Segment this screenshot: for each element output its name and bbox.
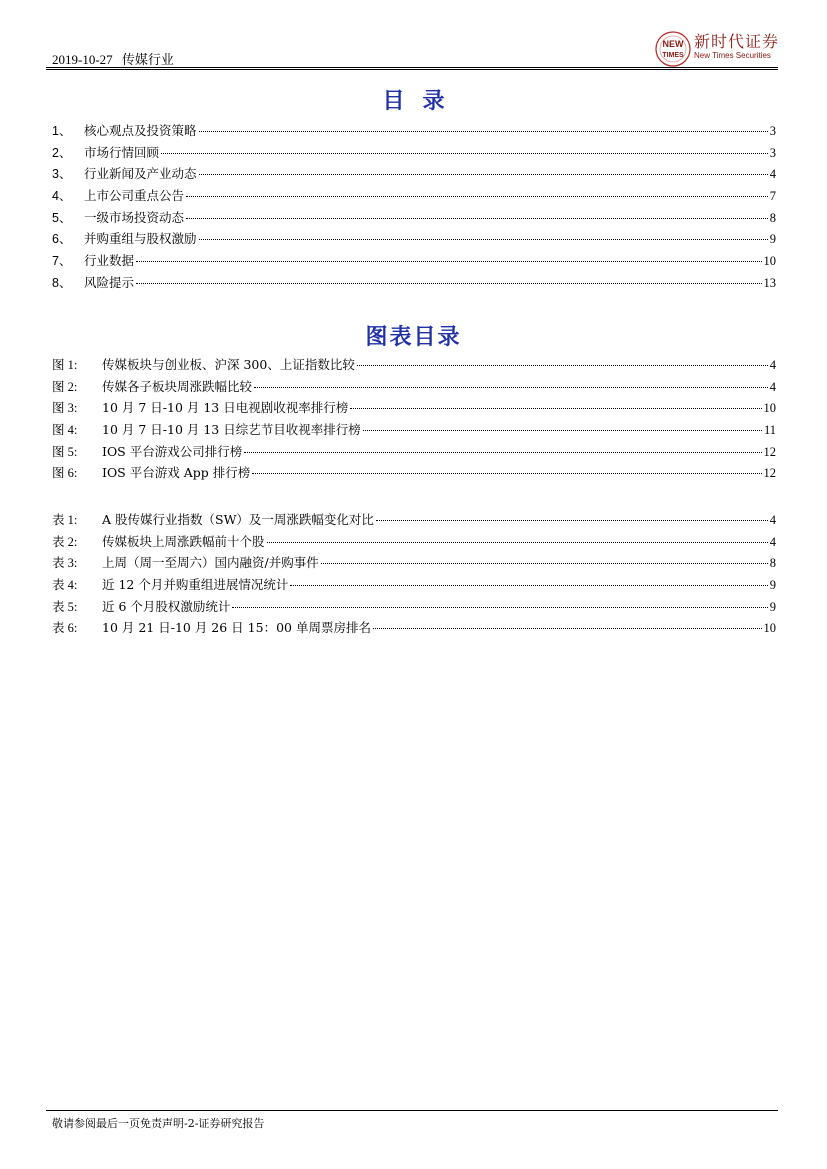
table-index-entry-leader-dots — [321, 563, 768, 564]
toc-entry-leader-dots — [199, 131, 768, 132]
chart-index-entry-number: 图 5: — [52, 444, 78, 459]
toc-entry-number: 5、 — [52, 210, 72, 225]
table-index-list — [52, 510, 776, 640]
table-index-entry[interactable] — [52, 553, 776, 575]
chart-index-entry-leader-dots — [252, 473, 761, 474]
toc-entry-page-number: 10 — [763, 254, 776, 269]
logo-en-name: New Times Securities — [694, 51, 771, 60]
footer-disclaimer: 敬请参阅最后一页免责声明-2-证券研究报告 — [52, 1117, 265, 1130]
table-index-entry-number: 表 4: — [52, 578, 78, 593]
toc-entry-number: 6、 — [52, 232, 72, 247]
table-index-entry-label: 近 12 个月并购重组进展情况统计 — [102, 577, 289, 593]
table-index-entry[interactable] — [52, 597, 776, 619]
toc-entry-leader-dots — [199, 239, 768, 240]
table-index-entry-number: 表 1: — [52, 513, 78, 527]
table-index-entry-label: 近 6 个月股权激励统计 — [102, 598, 231, 614]
toc-entry-leader-dots — [161, 153, 768, 154]
chart-index-entry-label: 传媒各子板块周涨跌幅比较 — [102, 378, 253, 394]
toc-entry-label: 一级市场投资动态 — [84, 209, 185, 225]
toc-entry[interactable] — [52, 229, 776, 251]
table-index-entry-page-number: 4 — [769, 534, 776, 549]
table-index-entry-page-number: 4 — [769, 513, 776, 527]
chart-index-entry-label: 传媒板块与创业板、沪深 300、上证指数比较 — [102, 357, 355, 372]
chart-index-entry-page-number: 12 — [763, 444, 776, 459]
chart-index-entry-leader-dots — [254, 387, 768, 388]
table-index-entry-leader-dots — [267, 542, 768, 543]
chart-index-entry-page-number: 4 — [769, 379, 776, 394]
toc-entry[interactable] — [52, 164, 776, 186]
figure-index-title: 图表目录 — [365, 325, 462, 350]
toc-entry-label: 行业数据 — [84, 253, 135, 269]
chart-index-entry-number: 图 4: — [52, 423, 78, 438]
toc-entry-page-number: 4 — [769, 167, 776, 182]
toc-entry-leader-dots — [136, 283, 761, 284]
chart-index-entry[interactable] — [52, 398, 776, 420]
toc-entry-page-number: 3 — [769, 145, 776, 160]
svg-text:NEW: NEW — [662, 39, 684, 49]
report-header — [52, 49, 174, 68]
chart-index-entry-leader-dots — [244, 452, 761, 453]
table-index-entry-label: A 股传媒行业指数（SW）及一周涨跌幅变化对比 — [102, 512, 374, 527]
toc-entry[interactable] — [52, 273, 776, 295]
toc-entry[interactable] — [52, 186, 776, 208]
table-index-entry-page-number: 9 — [769, 599, 776, 614]
table-index-entry-page-number: 10 — [763, 621, 776, 636]
toc-title: 目录 — [382, 89, 463, 114]
toc-entry-label: 风险提示 — [84, 274, 135, 290]
toc-entry-leader-dots — [186, 196, 768, 197]
table-index-entry-label: 上周（周一至周六）国内融资/并购事件 — [102, 555, 319, 571]
toc-entry-label: 行业新闻及产业动态 — [84, 166, 197, 182]
toc-entry-number: 3、 — [52, 167, 72, 182]
toc-entry-number: 4、 — [52, 189, 72, 204]
chart-index-entry[interactable] — [52, 355, 776, 377]
toc-entry[interactable] — [52, 208, 776, 230]
toc-entry-leader-dots — [136, 261, 761, 262]
toc-entry-label: 并购重组与股权激励 — [84, 231, 197, 247]
toc-list — [52, 121, 776, 295]
toc-entry-label: 核心观点及投资策略 — [84, 123, 197, 138]
company-logo — [654, 28, 780, 68]
chart-index-entry-number: 图 3: — [52, 401, 78, 416]
toc-entry-page-number: 3 — [769, 124, 776, 138]
table-index-entry[interactable] — [52, 575, 776, 597]
chart-index-entry-label: IOS 平台游戏公司排行榜 — [102, 443, 243, 459]
toc-entry-leader-dots — [186, 218, 768, 219]
toc-entry-label: 上市公司重点公告 — [84, 188, 185, 204]
toc-entry-leader-dots — [199, 174, 768, 175]
chart-index-entry-page-number: 11 — [763, 423, 776, 438]
chart-index-entry-label: 10 月 7 日-10 月 13 日电视剧收视率排行榜 — [102, 400, 349, 416]
chart-index-entry-page-number: 10 — [763, 401, 776, 416]
toc-entry-number: 1、 — [52, 124, 72, 138]
toc-entry-number: 7、 — [52, 254, 72, 269]
chart-index-entry-number: 图 6: — [52, 466, 78, 481]
table-index-entry-leader-dots — [373, 628, 762, 629]
table-index-entry-label: 10 月 21 日-10 月 26 日 15：00 单周票房排名 — [102, 620, 371, 636]
toc-entry-page-number: 9 — [769, 232, 776, 247]
logo-cn-name: 新时代证券 — [694, 32, 780, 51]
chart-index-entry-number: 图 1: — [52, 358, 78, 372]
table-index-entry-leader-dots — [232, 607, 767, 608]
chart-index-entry-label: 10 月 7 日-10 月 13 日综艺节目收视率排行榜 — [102, 422, 361, 438]
chart-index-entry-page-number: 12 — [763, 466, 776, 481]
toc-entry[interactable] — [52, 251, 776, 273]
chart-index-entry-label: IOS 平台游戏 App 排行榜 — [102, 465, 251, 481]
svg-text:TIMES: TIMES — [662, 52, 684, 59]
toc-entry-number: 2、 — [52, 145, 72, 160]
chart-index-entry[interactable] — [52, 442, 776, 464]
toc-entry[interactable] — [52, 121, 776, 143]
table-index-entry-page-number: 9 — [769, 578, 776, 593]
new-times-logo-icon — [654, 30, 692, 68]
table-index-entry-number: 表 3: — [52, 556, 78, 571]
header-divider-secondary — [46, 69, 778, 70]
chart-index-entry[interactable] — [52, 420, 776, 442]
table-index-entry-leader-dots — [290, 585, 767, 586]
chart-index-entry-number: 图 2: — [52, 379, 78, 394]
toc-entry-page-number: 13 — [763, 275, 776, 290]
chart-index-entry-leader-dots — [363, 430, 762, 431]
report-date: 2019-10-27 — [52, 52, 113, 67]
chart-index-entry-page-number: 4 — [769, 358, 776, 372]
table-index-entry-page-number: 8 — [769, 556, 776, 571]
table-index-entry-number: 表 2: — [52, 534, 78, 549]
table-index-entry-number: 表 5: — [52, 599, 78, 614]
table-index-entry[interactable] — [52, 618, 776, 640]
toc-entry-page-number: 8 — [769, 210, 776, 225]
table-index-entry-number: 表 6: — [52, 621, 78, 636]
chart-index-list — [52, 355, 776, 485]
chart-index-entry-leader-dots — [357, 365, 768, 366]
table-index-entry-leader-dots — [376, 520, 768, 521]
table-index-entry[interactable] — [52, 510, 776, 532]
toc-entry-label: 市场行情回顾 — [84, 144, 160, 160]
report-category: 传媒行业 — [121, 52, 174, 67]
toc-entry-page-number: 7 — [769, 189, 776, 204]
toc-entry[interactable] — [52, 143, 776, 165]
chart-index-entry-leader-dots — [350, 408, 761, 409]
chart-index-entry[interactable] — [52, 377, 776, 399]
header-divider — [46, 67, 778, 68]
table-index-entry-label: 传媒板块上周涨跌幅前十个股 — [102, 533, 265, 549]
chart-index-entry[interactable] — [52, 463, 776, 485]
toc-entry-number: 8、 — [52, 275, 72, 290]
footer-divider — [46, 1110, 778, 1111]
table-index-entry[interactable] — [52, 532, 776, 554]
